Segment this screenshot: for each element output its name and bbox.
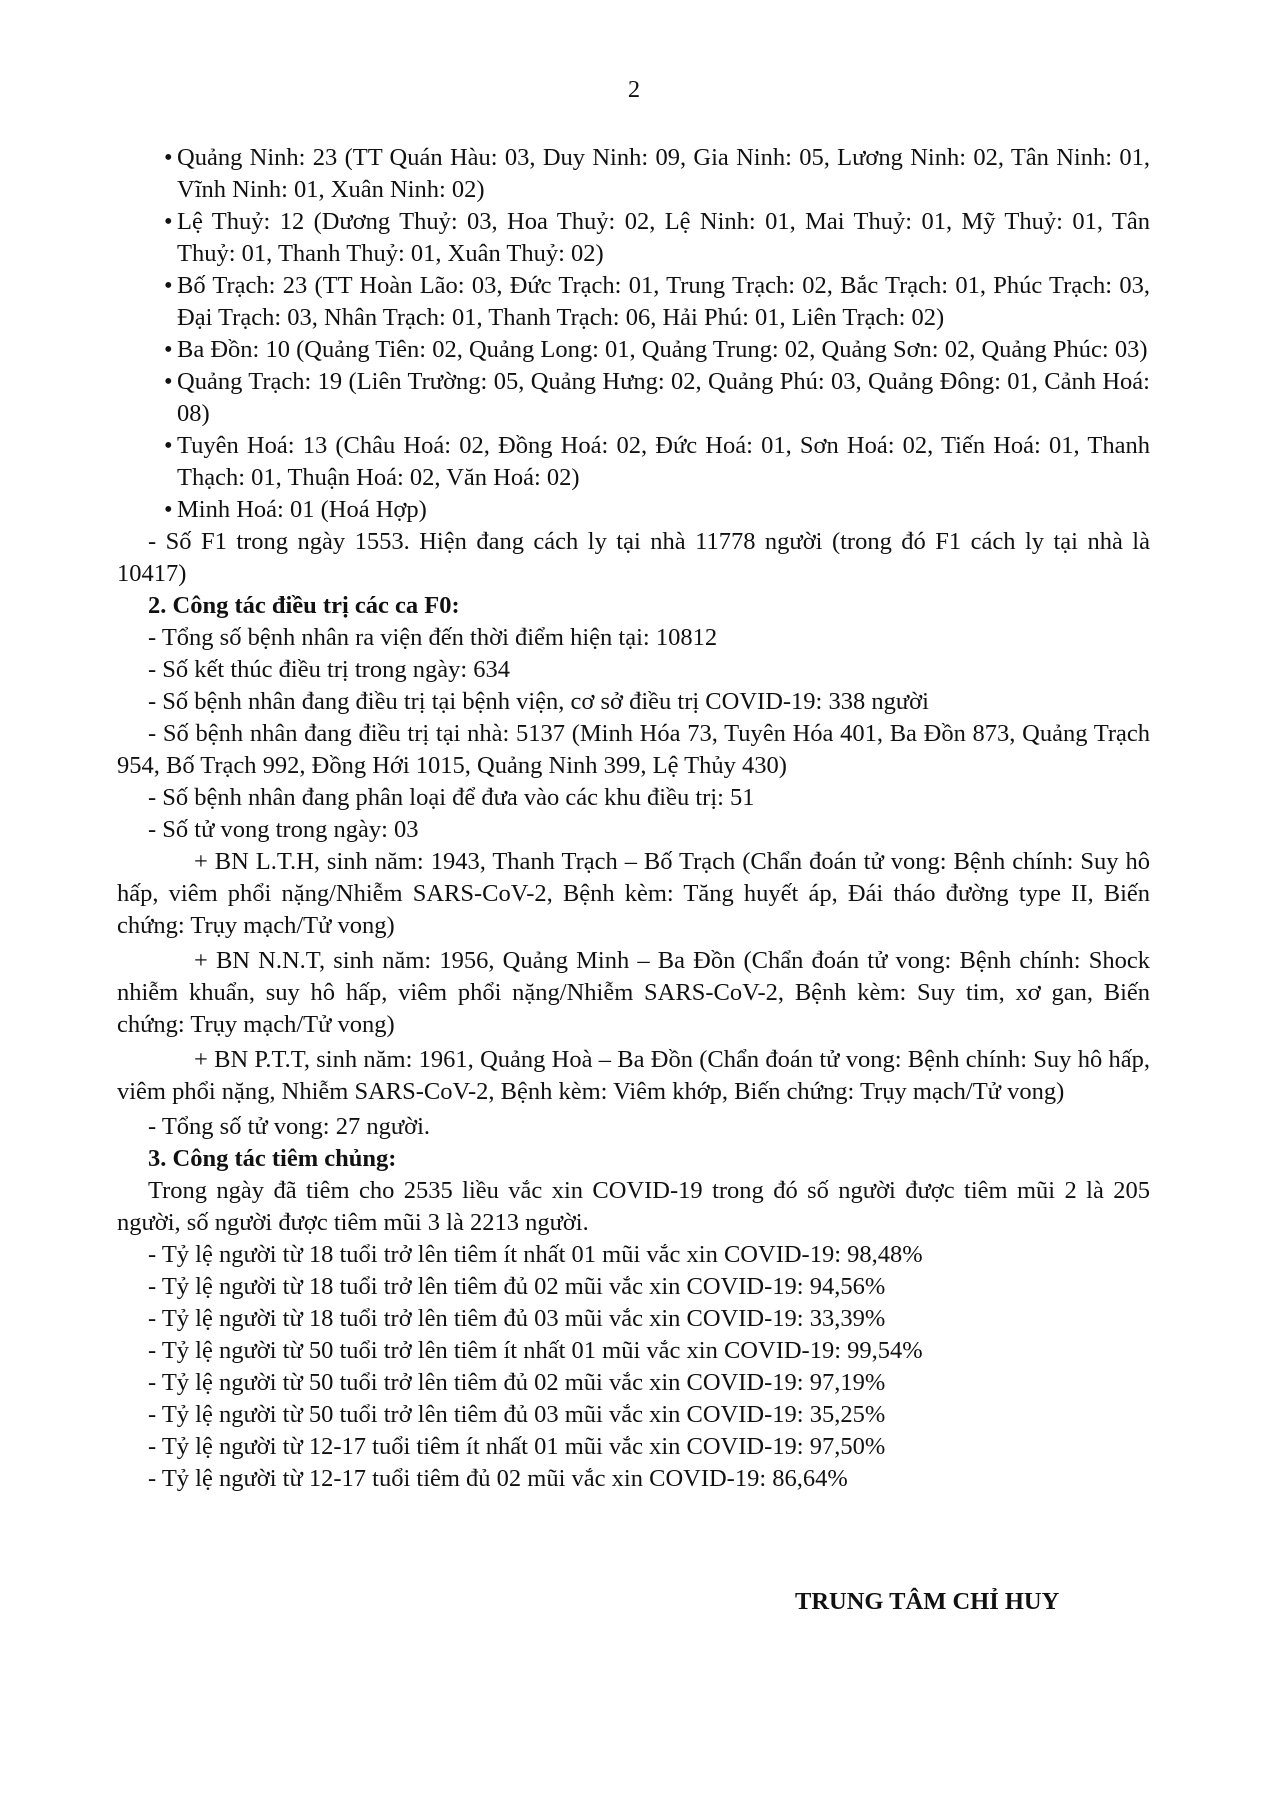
district-item: • Quảng Ninh: 23 (TT Quán Hàu: 03, Duy Ninh: 09, Gia Ninh: 05, Lương Ninh: 02, Tân Ninh: 01, Vĩnh Ninh: 01, Xuân Ninh: 02)	[117, 142, 1150, 206]
classifying: - Số bệnh nhân đang phân loại để đưa vào các khu điều trị: 51	[148, 784, 755, 811]
vaccination-rate: - Tỷ lệ người từ 18 tuổi trở lên tiêm đủ 03 mũi vắc xin COVID-19: 33,39%	[148, 1305, 886, 1332]
vaccination-rate: - Tỷ lệ người từ 50 tuổi trở lên tiêm đủ 03 mũi vắc xin COVID-19: 35,25%	[148, 1401, 886, 1428]
in-hospital: - Số bệnh nhân đang điều trị tại bệnh viện, cơ sở điều trị COVID-19: 338 người	[148, 688, 929, 715]
section-2-heading: 2. Công tác điều trị các ca F0:	[148, 592, 460, 619]
district-item: • Bố Trạch: 23 (TT Hoàn Lão: 03, Đức Trạch: 01, Trung Trạch: 02, Bắc Trạch: 01, Phúc Trạch: 03, Đại Trạch: 03, Nhân Trạch: 01, Thanh Trạch: 06, Hải Phú: 01, Liên Trạch: 02)	[117, 270, 1150, 334]
death-case: + BN N.N.T, sinh năm: 1956, Quảng Minh – Ba Đồn (Chẩn đoán tử vong: Bệnh chính: Shock nhiễm khuẩn, suy hô hấp, viêm phổi nặng/Nhiễm SARS-CoV-2, Bệnh kèm: Suy tim, xơ gan, Biến chứng: Trụy mạch/Tử vong)	[117, 947, 1150, 1038]
document-body	[117, 142, 1150, 1495]
total-deaths: - Tổng số tử vong: 27 người.	[148, 1113, 431, 1140]
vaccination-rate: - Tỷ lệ người từ 12-17 tuổi tiêm đủ 02 mũi vắc xin COVID-19: 86,64%	[148, 1465, 848, 1492]
deaths-today: - Số tử vong trong ngày: 03	[148, 816, 419, 843]
section-3-heading: 3. Công tác tiêm chủng:	[148, 1145, 397, 1172]
vaccination-rate: - Tỷ lệ người từ 18 tuổi trở lên tiêm ít nhất 01 mũi vắc xin COVID-19: 98,48%	[148, 1241, 923, 1268]
page-number: 2	[627, 76, 641, 103]
district-item: • Tuyên Hoá: 13 (Châu Hoá: 02, Đồng Hoá: 02, Đức Hoá: 01, Sơn Hoá: 02, Tiến Hoá: 01, Thanh Thạch: 01, Thuận Hoá: 02, Văn Hoá: 02)	[117, 430, 1150, 494]
district-item: • Lệ Thuỷ: 12 (Dương Thuỷ: 03, Hoa Thuỷ: 02, Lệ Ninh: 01, Mai Thuỷ: 01, Mỹ Thuỷ: 01, Tân Thuỷ: 01, Thanh Thuỷ: 01, Xuân Thuỷ: 02)	[117, 206, 1150, 270]
vaccination-rate: - Tỷ lệ người từ 18 tuổi trở lên tiêm đủ 02 mũi vắc xin COVID-19: 94,56%	[148, 1273, 886, 1300]
district-list	[117, 142, 1150, 526]
f1-summary: - Số F1 trong ngày 1553. Hiện đang cách ly tại nhà 11778 người (trong đó F1 cách ly tại nhà là 10417)	[117, 528, 1150, 587]
total-discharged: - Tổng số bệnh nhân ra viện đến thời điểm hiện tại: 10812	[148, 624, 718, 651]
vaccination-rate: - Tỷ lệ người từ 12-17 tuổi tiêm ít nhất 01 mũi vắc xin COVID-19: 97,50%	[148, 1433, 886, 1460]
home-treatment: - Số bệnh nhân đang điều trị tại nhà: 5137 (Minh Hóa 73, Tuyên Hóa 401, Ba Đồn 873, Quảng Trạch 954, Bố Trạch 992, Đồng Hới 1015, Quảng Ninh 399, Lệ Thủy 430)	[117, 720, 1150, 779]
death-case: + BN P.T.T, sinh năm: 1961, Quảng Hoà – Ba Đồn (Chẩn đoán tử vong: Bệnh chính: Suy hô hấp, viêm phổi nặng, Nhiễm SARS-CoV-2, Bệnh kèm: Viêm khớp, Biến chứng: Trụy mạch/Tử vong)	[117, 1046, 1150, 1105]
signature-block: TRUNG TÂM CHỈ HUY	[795, 1588, 1060, 1615]
district-item: • Quảng Trạch: 19 (Liên Trường: 05, Quảng Hưng: 02, Quảng Phú: 03, Quảng Đông: 01, Cảnh Hoá: 08)	[117, 366, 1150, 430]
district-item: • Minh Hoá: 01 (Hoá Hợp)	[117, 494, 1150, 526]
vaccination-rate: - Tỷ lệ người từ 50 tuổi trở lên tiêm đủ 02 mũi vắc xin COVID-19: 97,19%	[148, 1369, 886, 1396]
vaccination-rate: - Tỷ lệ người từ 50 tuổi trở lên tiêm ít nhất 01 mũi vắc xin COVID-19: 99,54%	[148, 1337, 923, 1364]
vaccination-intro: Trong ngày đã tiêm cho 2535 liều vắc xin COVID-19 trong đó số người được tiêm mũi 2 là 205 người, số người được tiêm mũi 3 là 2213 người.	[117, 1177, 1150, 1236]
ended-today: - Số kết thúc điều trị trong ngày: 634	[148, 656, 510, 683]
district-item: • Ba Đồn: 10 (Quảng Tiên: 02, Quảng Long: 01, Quảng Trung: 02, Quảng Sơn: 02, Quảng Phúc: 03)	[117, 334, 1150, 366]
death-case: + BN L.T.H, sinh năm: 1943, Thanh Trạch – Bố Trạch (Chẩn đoán tử vong: Bệnh chính: Suy hô hấp, viêm phổi nặng/Nhiễm SARS-CoV-2, Bệnh kèm: Tăng huyết áp, Đái tháo đường type II, Biến chứng: Trụy mạch/Tử vong)	[117, 848, 1150, 939]
